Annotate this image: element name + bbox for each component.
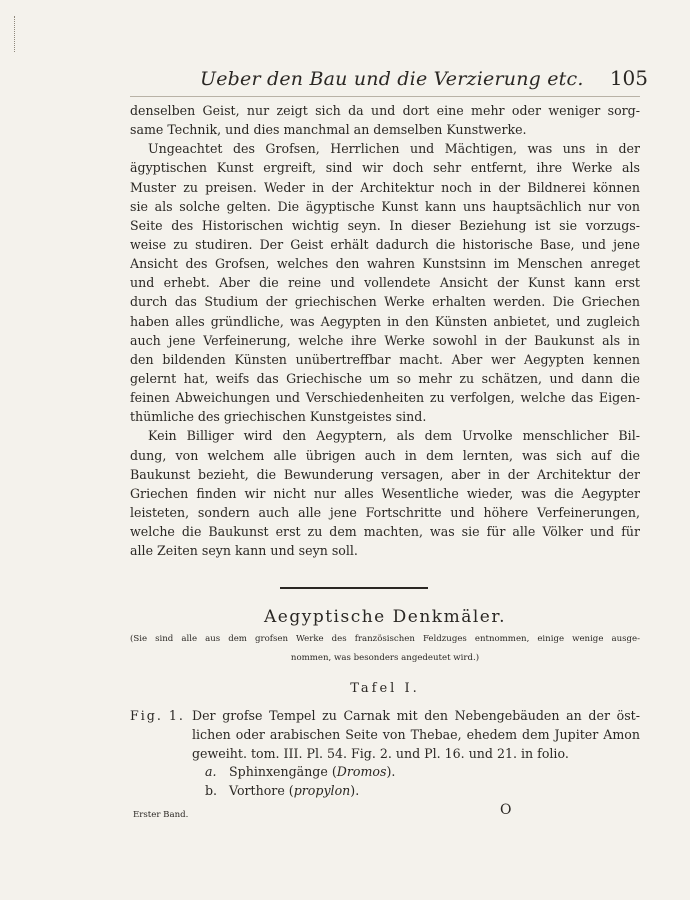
text-line: Kein Billiger wird den Aegyptern, als dem Urvolke menschlicher Bil- xyxy=(148,428,640,444)
item-letter: a. xyxy=(205,764,217,779)
figure-item: a. Sphinxengänge (Dromos). xyxy=(205,764,396,779)
section-title: Aegyptische Denkmäler. xyxy=(264,607,506,627)
item-term: propylon xyxy=(293,783,351,798)
text-line: feinen Abweichungen und Verschiedenheiten zu verfolgen, welche das Eigen- xyxy=(130,390,640,406)
item-text: Vorthore xyxy=(229,783,285,798)
text-line: leisteten, sondern auch alle jene Fortschritte und höhere Verfeinerungen, xyxy=(130,504,640,520)
note-line: nommen, was besonders angedeutet wird.) xyxy=(290,653,480,664)
text-line: lichen oder arabischen Seite von Thebae, ehedem dem Jupiter Amon xyxy=(192,727,640,743)
text-line: gelernt hat, weifs das Griechische um so mehr zu schätzen, und dann die xyxy=(130,370,640,386)
text-line: denselben Geist, nur zeigt sich da und dort eine mehr oder weniger sorg- xyxy=(130,103,640,118)
page-header xyxy=(200,68,660,94)
signature-mark: O xyxy=(500,802,512,818)
text-line: Der grofse Tempel zu Carnak mit den Nebengebäuden an der öst- xyxy=(192,708,640,723)
figure-description xyxy=(192,706,640,763)
text-line: durch das Studium der griechischen Werke erhalten werden. Die Griechen xyxy=(130,294,640,310)
figure-item: b. Vorthore (propylon). xyxy=(205,783,360,798)
plate-heading: Tafel I. xyxy=(350,681,420,696)
text-line: Seite des Historischen wichtig seyn. In dieser Beziehung ist sie vorzugs- xyxy=(130,217,640,233)
signature-text: Erster Band. xyxy=(133,810,189,820)
text-line: Baukunst bezieht, die Bewunderung versagen, aber in der Architektur der xyxy=(130,466,640,482)
text-line: geweiht. tom. III. Pl. 54. Fig. 2. und Pl. 16. und 21. in folio. xyxy=(192,746,569,762)
text-line: auch jene Verfeinerung, welche ihre Werke sowohl in der Baukunst als in xyxy=(130,332,640,348)
item-letter: b. xyxy=(205,783,218,798)
section-note xyxy=(130,632,640,670)
text-line: alle Zeiten seyn kann und seyn soll. xyxy=(130,543,358,559)
header-rule xyxy=(130,96,640,97)
item-term: Dromos xyxy=(336,764,387,779)
text-line: Ungeachtet des Grofsen, Herrlichen und Mächtigen, was uns in der xyxy=(148,141,640,157)
text-line: same Technik, und dies manchmal an demselben Kunstwerke. xyxy=(130,122,527,138)
margin-mark xyxy=(14,16,19,52)
text-line: Muster zu preisen. Weder in der Architektur noch in der Bildnerei können xyxy=(130,179,640,195)
figure-label: Fig. 1. xyxy=(130,708,185,723)
text-line: welche die Baukunst erst zu dem machten, was sie für alle Völker und für xyxy=(130,524,640,540)
text-line: und erhebt. Aber die reine und vollendete Ansicht der Kunst kann erst xyxy=(130,275,640,291)
text-line: den bildenden Künsten unübertreffbar macht. Aber wer Aegypten kennen xyxy=(130,351,640,367)
page-number: 105 xyxy=(609,66,648,90)
item-text: Sphinxengänge xyxy=(229,764,328,779)
body-text xyxy=(130,101,640,560)
text-line: dung, von welchem alle übrigen auch in dem lernten, was sich auf die xyxy=(130,447,640,463)
text-line: haben alles gründliche, was Aegypten in den Künsten anbietet, und zugleich xyxy=(130,313,640,329)
text-line: ägyptischen Kunst ergreift, sind wir doch sehr entfernt, ihre Werke als xyxy=(130,160,640,176)
text-line: Griechen finden wir nicht nur alles Wesentliche wieder, was die Aegypter xyxy=(130,485,640,501)
note-line: (Sie sind alle aus dem grofsen Werke des französischen Feldzuges entnommen, einige wenige ausge- xyxy=(130,634,640,644)
text-line: thümliche des griechischen Kunstgeistes sind. xyxy=(130,409,427,425)
text-line: weise zu studiren. Der Geist erhält dadurch die historische Base, und jene xyxy=(130,236,640,252)
text-line: sie als solche gelten. Die ägyptische Kunst kann uns hauptsächlich nur von xyxy=(130,198,640,214)
section-divider xyxy=(280,587,428,589)
running-title: Ueber den Bau und die Verzierung etc. xyxy=(200,68,584,90)
text-line: Ansicht des Grofsen, welches den wahren Kunstsinn im Menschen anreget xyxy=(130,256,640,272)
